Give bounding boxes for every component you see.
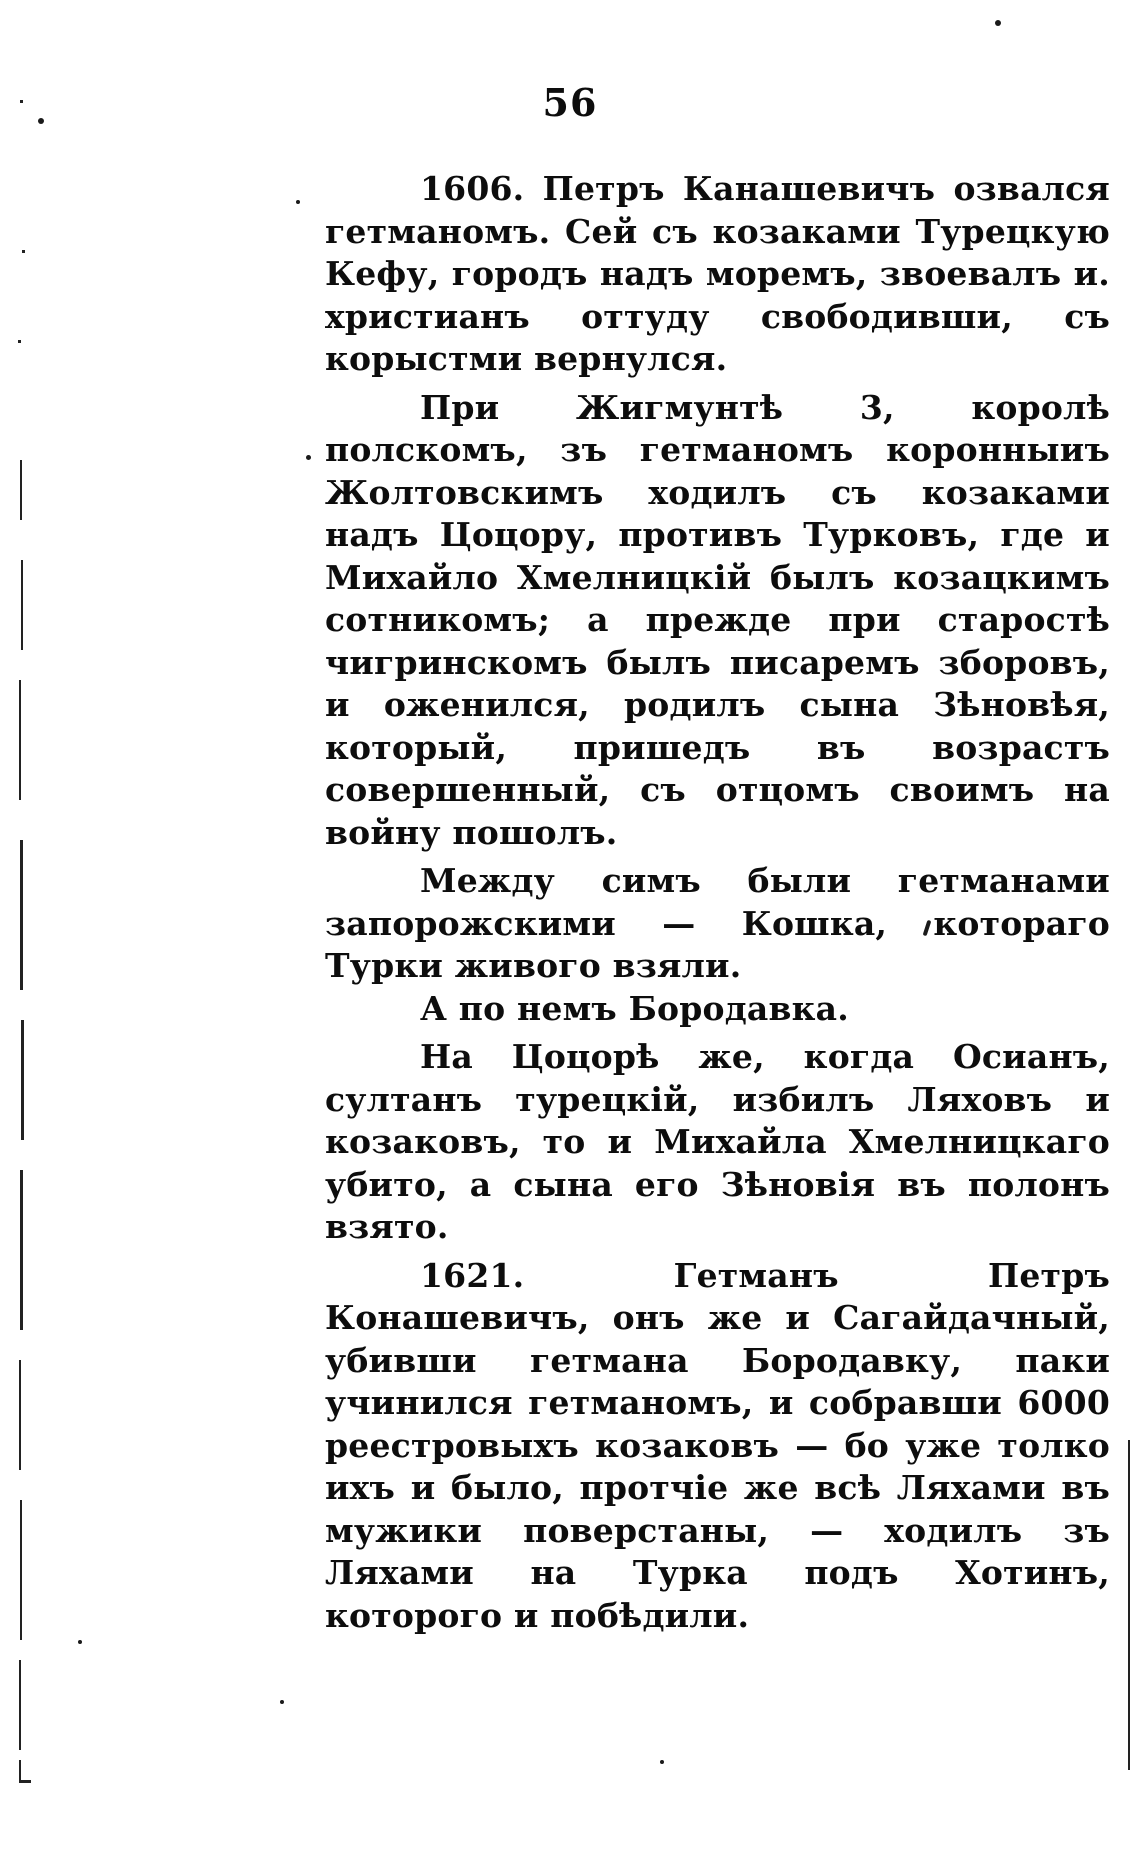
- scan-speck: [280, 1700, 284, 1704]
- body-text: [325, 168, 1110, 1637]
- scan-speck: [78, 1640, 82, 1644]
- scan-edge-rule: [1128, 1440, 1130, 1770]
- page-number: 56: [542, 80, 598, 125]
- paragraph-borodavka: А по немъ Бородавка.: [420, 988, 849, 1028]
- paragraph-tsotsora: На Цоцорѣ же, когда Осианъ, султанъ турецкій, избилъ Ляховъ и козаковъ, то и Михайла Хмелницкаго убито, а сына его Зѣновія въ полонъ взято.: [325, 1037, 1110, 1246]
- scan-edge-artifact: [14, 40, 30, 1820]
- scan-speck: [306, 455, 311, 460]
- scan-speck: [296, 200, 300, 204]
- paragraph-1606: 1606. Петръ Канашевичъ озвался гетманомъ. Сей съ козаками Турецкую Кефу, городъ надъ моремъ, звоевалъ и. христианъ оттуду свободивши, съ корыстми вернулся.: [325, 169, 1110, 378]
- scan-speck: [995, 20, 1001, 26]
- paragraph-zhigmunt: При Жигмунтѣ 3, королѣ полскомъ, зъ гетманомъ коронныиъ Жолтовскимъ ходилъ съ козаками надъ Цоцору, противъ Турковъ, где и Михайло Хмелницкій былъ козацкимъ сотникомъ; а прежде при старостѣ чигринскомъ былъ писаремъ зборовъ, и оженился, родилъ сына Зѣновѣя, который, пришедъ въ возрастъ совершенный, съ отцомъ своимъ на войну пошолъ.: [325, 387, 1110, 852]
- scan-speck: [660, 1760, 664, 1764]
- paragraph-1621: 1621. Гетманъ Петръ Конашевичъ, онъ же и Сагайдачный, убивши гетмана Бородавку, паки учинился гетманомъ, и собравши 6000 реестровыхъ козаковъ — бо уже толко ихъ и было, протчіе же всѣ Ляхами въ мужики поверстаны, — ходилъ зъ Ляхами на Турка подъ Хотинъ, которого и побѣдили.: [325, 1255, 1110, 1635]
- paragraph-hetmans: Между симъ были гетманами запорожскими — Кошка, котораго Турки живого взяли.: [325, 861, 1110, 985]
